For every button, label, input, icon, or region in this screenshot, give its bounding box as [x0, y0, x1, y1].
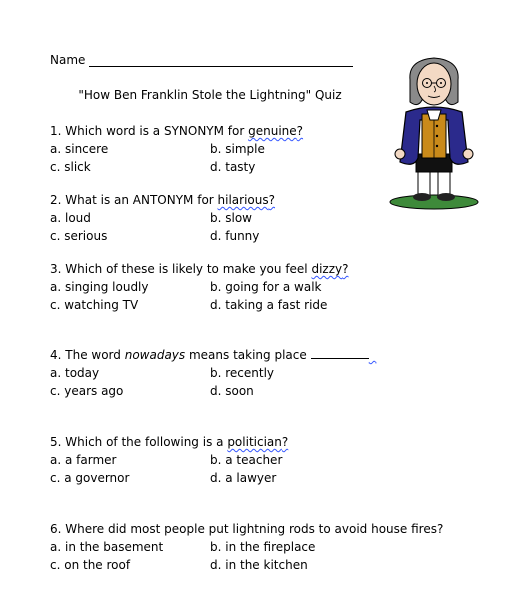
answer-a: a. singing loudly — [50, 280, 149, 294]
question-3 — [50, 260, 349, 314]
question-1 — [50, 122, 303, 176]
answer-a: a. loud — [50, 211, 91, 225]
answer-a: a. today — [50, 366, 100, 380]
name-label: Name — [50, 53, 86, 67]
name-row — [50, 52, 353, 67]
answer-d: d. taking a fast ride — [210, 298, 328, 312]
question-stem: 6. Where did most people put lightning rods to avoid house fires? — [50, 522, 444, 536]
answer-c: c. watching TV — [50, 298, 139, 312]
answer-d: d. in the kitchen — [210, 558, 308, 572]
answer-a: a. a farmer — [50, 453, 117, 467]
keyword-dizzy: dizzy — [311, 262, 343, 276]
answer-a: a. sincere — [50, 142, 109, 156]
question-stem: 2. What is an ANTONYM for hilarious? — [50, 193, 275, 207]
question-stem: 3. Which of these is likely to make you feel dizzy? — [50, 262, 349, 276]
answer-c: c. on the roof — [50, 558, 131, 572]
question-2 — [50, 191, 275, 245]
answer-blank — [311, 347, 369, 359]
answer-d: d. funny — [210, 229, 260, 243]
question-4 — [50, 346, 381, 400]
answer-c: c. years ago — [50, 384, 124, 398]
answer-c: c. slick — [50, 160, 91, 174]
answer-c: c. serious — [50, 229, 108, 243]
answer-b: b. going for a walk — [210, 280, 322, 294]
answer-c: c. a governor — [50, 471, 130, 485]
answer-d: d. tasty — [210, 160, 256, 174]
answer-b: b. recently — [210, 366, 275, 380]
question-5 — [50, 433, 288, 487]
keyword-hilarious: hilarious — [217, 193, 269, 207]
answer-b: b. a teacher — [210, 453, 283, 467]
question-6 — [50, 520, 443, 574]
keyword-nowadays: nowadays — [124, 348, 186, 362]
keyword-genuine: genuine — [248, 124, 297, 138]
question-stem: 5. Which of the following is a politician? — [50, 435, 289, 449]
keyword-politician: politician — [227, 435, 282, 449]
answer-d: d. a lawyer — [210, 471, 277, 485]
question-stem: 1. Which word is a SYNONYM for genuine? — [50, 124, 304, 138]
answer-b: b. in the fireplace — [210, 540, 316, 554]
answer-b: b. slow — [210, 211, 252, 225]
answer-d: d. soon — [210, 384, 254, 398]
answer-a: a. in the basement — [50, 540, 164, 554]
quiz-title: "How Ben Franklin Stole the Lightning" Quiz — [78, 88, 342, 102]
name-field-line — [89, 52, 353, 67]
answer-b: b. simple — [210, 142, 265, 156]
question-stem: 4. The word nowadays means taking place — [50, 346, 381, 364]
ben-franklin-clipart-icon — [384, 50, 484, 212]
